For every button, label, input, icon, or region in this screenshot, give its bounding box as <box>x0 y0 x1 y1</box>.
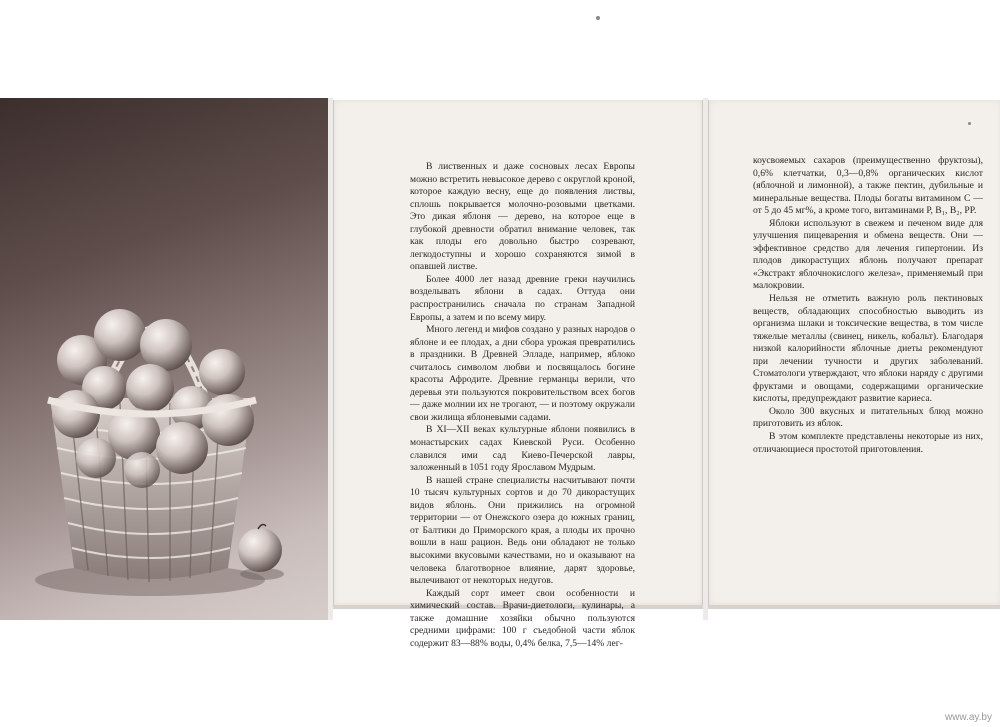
paragraph: Более 4000 лет назад древние греки научились возделывать яблони в садах. Оттуда они распространились сначала по странам Западной Европы, а затем и по всему миру. <box>410 273 635 323</box>
right-page-edge <box>708 605 1000 609</box>
apple-basket-photo <box>0 98 328 620</box>
scan-dust-mark <box>968 122 971 125</box>
apple-basket-photo-page <box>0 98 328 620</box>
right-page-text <box>753 155 983 456</box>
paragraph: Яблоки используют в свежем и печеном виде для улучшения пищеварения и обмена веществ. Они — эффективное средство для лечения гипертонии. Из плодов дикорастущих яблонь получают препарат «Экстракт яблочнокислого железа», применяемый при малокровии. <box>753 217 983 292</box>
paragraph: Каждый сорт имеет свои особенности и химический состав. Врачи-диетологи, кулинары, а также домашние хозяйки обычно пользуются средними цифрами: 100 г съедобной части яблок содержит 83—88% воды, 0,4% белка, 7,5—14% лег- <box>410 587 635 649</box>
paragraph: Нельзя не отметить важную роль пектиновых веществ, обладающих способностью выводить из организма шлаки и токсические вещества, в том числе тяжелые металлы (свинец, никель, кобальт). Благодаря низкой калорийности яблочные диеты рекомендуют при лечении тучности и других заболеваний. Стоматологи утверждают, что яблоки наряду с другими фруктами и овощами, содержащими органические кислоты, предупреждают развитие кариеса. <box>753 293 983 405</box>
paragraph: В нашей стране специалисты насчитывают почти 10 тысяч культурных сортов и до 70 дикорастущих видов яблонь. Они прижились на огромной территории — от Онежского озера до южных границ, от Балтики до Приморского края, а плоды их прочно вошли в наш рацион. Ведь они обладают не только высокими вкусовыми качествами, но и оказывают на человека благотворное влияние, дарят здоровье, вылечивают от некоторых недугов. <box>410 474 635 587</box>
watermark: www.ay.by <box>944 712 992 723</box>
paragraph: Около 300 вкусных и питательных блюд можно приготовить из яблок. <box>753 405 983 430</box>
paragraph: В лиственных и даже сосновых лесах Европы можно встретить невысокое дерево с округлой кроной, которое каждую весну, еще до появления листвы, сплошь покрывается молочно-розовыми цветками. Это дикая яблоня — дерево, на которое еще в глубокой древности обратил внимание человек, так как плоды его довольно быстро созревают, легкодоступны и хорошо сохраняются зимой в опавшей листве. <box>410 161 635 273</box>
paragraph: Много легенд и мифов создано у разных народов о яблоне и ее плодах, а дни сбора урожая превратились в праздники. В Древней Элладе, например, яблоко считалось символом любви и посвящалось богине красоты Афродите. Древние германцы верили, что деревья эти пользуются покровительством всех богов — даже молнии их не трогают, — и поэтому окружали свои жилища яблоневыми садами. <box>410 324 635 423</box>
paragraph: В этом комплекте представлены некоторые из них, отличающиеся простотой приготовления. <box>753 431 983 455</box>
paragraph-continuation: коусвояемых сахаров (преимущественно фруктозы), 0,6% клетчатки, 0,3—0,8% органических кислот (яблочной и лимонной), а также пектин, дубильные и минеральные вещества. Плоды богаты витамином С — от 5 до 45 мг%, а кроме того, витаминами Р, B₁, B₂, PP. <box>753 155 983 217</box>
paragraph: В XI—XII веках культурные яблони появились в монастырских садах Киевской Руси. Особенно славился ими сад Киево-Печерской лавры, заложенный в 1051 году Ярославом Мудрым. <box>410 424 635 474</box>
scan-dust-mark <box>596 16 600 20</box>
middle-page-text <box>410 161 635 650</box>
